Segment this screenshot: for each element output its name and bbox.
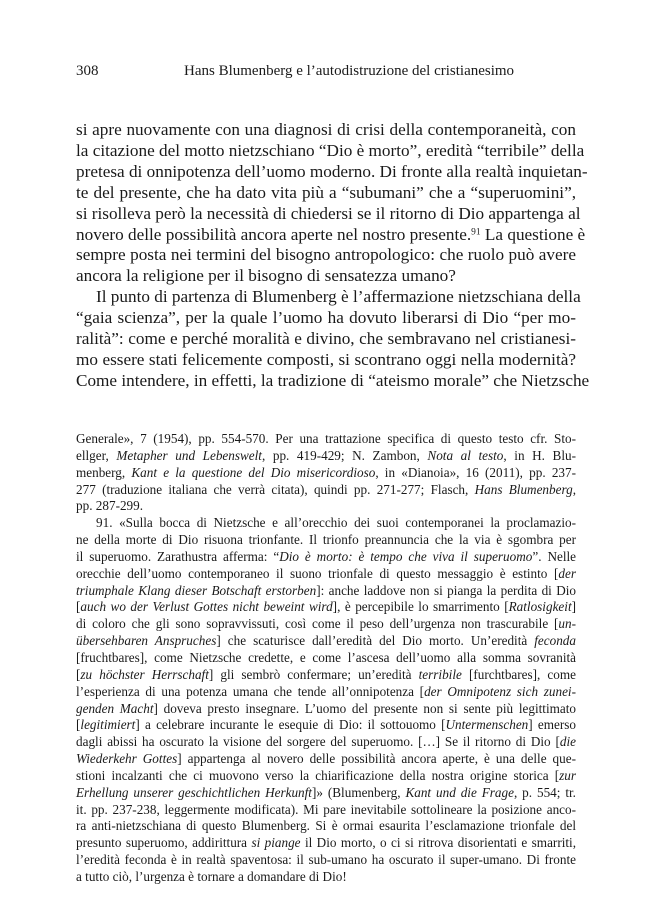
- body-line: la citazione del motto nietzschiano “Dio è morto”, eredità “terribile” della: [76, 140, 585, 160]
- note-text: , in H. Blu-: [503, 447, 577, 463]
- note-italic: terribile: [418, 666, 462, 682]
- note-text: il superuomo. Zarathustra afferma: “: [76, 548, 280, 564]
- note-italic: Wiederkehr Gottes: [76, 751, 178, 767]
- note-text: , pp. 419-429; N. Zambon,: [261, 447, 428, 463]
- note-text: l’esperienza di una potenza umana che tende all’onnipotenza [: [76, 683, 425, 699]
- body-line: ancora la religione per il bisogno di sensatezza umano?: [76, 266, 456, 286]
- note-italic: legitimiert: [80, 717, 136, 733]
- note-text: ] gli sembrò confermare; un’eredità: [208, 666, 419, 682]
- note-text: ] doveva presto insegnare. L’uomo del presente non si sente più legittimato: [153, 700, 576, 716]
- note-text: ] a celebrare incurante le esequie di Dio: il sottouomo [: [135, 717, 446, 733]
- note-line: a tutto ciò, l’urgenza è tornare a domandare di Dio!: [76, 868, 347, 884]
- note-line: [76, 583, 576, 600]
- note-line: [76, 768, 576, 785]
- note-italic: Kant und die Frage: [405, 784, 514, 800]
- note-italic: der Omnipotenz sich zunei-: [424, 683, 576, 699]
- note-italic: Erhellung unserer geschichtlichen Herkunft: [76, 784, 312, 800]
- note-line: 91. «Sulla bocca di Nietzsche e all’orecchio dei suoi contemporanei la proclamazio-: [96, 515, 576, 531]
- note-italic: zu höchster Herrschaft: [80, 666, 209, 682]
- body-line: si risolleva però la necessità di chiedersi se il ritorno di Dio appartenga al: [76, 203, 581, 223]
- note-text: dagli abissi ha oscurato la visione del sorgere del superuomo. […] Se il ritorno di Dio [: [76, 734, 560, 750]
- note-text: orecchie dell’uomo contemporaneo il suono trionfale di questo messaggio è estinto [: [76, 565, 559, 581]
- note-line: [76, 785, 576, 802]
- note-text: ]: [571, 599, 577, 615]
- note-line: [76, 482, 576, 499]
- page-number: 308: [76, 63, 99, 79]
- note-line: [fruchtbares], come Nietzsche credette, e come l’ascesa dell’uomo alla somma sovranità: [76, 649, 576, 665]
- note-line: ra anti-nietzschiana di questo Blumenberg. Si è ormai esaurita l’esclamazione trionfale del: [76, 818, 576, 834]
- note-italic: Nota al testo: [427, 447, 504, 463]
- footnote-ref: 91: [471, 226, 481, 237]
- note-italic: genden Macht: [76, 700, 154, 716]
- body-line: te del presente, che ha dato vita più a “subumani” che a “superuomini”,: [76, 182, 576, 202]
- note-line: [76, 465, 576, 482]
- note-text: ellger,: [76, 447, 117, 463]
- footnotes: [76, 431, 576, 886]
- note-line: ne della morte di Dio risuona trionfante. Il trionfo preannuncia che la via è sgombra per: [76, 532, 576, 548]
- body-line-text: novero delle possibilità ancora aperte nel nostro presente.: [76, 224, 472, 244]
- note-line: [76, 549, 576, 566]
- note-italic: feconda: [534, 633, 576, 649]
- body-line: “gaia scienza”, per la quale l’uomo ha dovuto liberarsi di Dio “per mo-: [76, 308, 576, 328]
- note-line: [76, 633, 576, 650]
- note-text: stioni incalzanti che ci muovono verso la chiarificazione della nostra origine storica [: [76, 767, 560, 783]
- note-italic: der: [558, 565, 576, 581]
- note-line: [76, 717, 576, 734]
- note-line: l’eredità feconda è in realtà spaventosa: il sub-umano ha oscurato il super-umano. Di fronte: [76, 852, 576, 868]
- note-line: [76, 751, 576, 768]
- body-line: [76, 224, 586, 246]
- note-text: 277 (traduzione italiana che verrà citata), quindi pp. 271-277; Flasch,: [76, 481, 475, 497]
- note-text: , p. 554; tr.: [513, 784, 576, 800]
- body-line: Il punto di partenza di Blumenberg è l’affermazione nietzschiana della: [96, 287, 581, 307]
- note-line: [76, 616, 576, 633]
- body-line: si apre nuovamente con una diagnosi di crisi della contemporaneità, con: [76, 120, 576, 139]
- body-line: Come intendere, in effetti, la tradizione di “ateismo morale” che Nietzsche: [76, 370, 590, 390]
- note-line: [76, 701, 576, 718]
- note-line: [76, 599, 576, 616]
- note-line: [76, 566, 576, 583]
- note-text: di coloro che gli sono sopravvissuti, così come il peso dell’urgenza non trascurabile [: [76, 616, 559, 632]
- body-line-text: La questione è: [480, 224, 586, 244]
- note-italic: zur: [559, 767, 576, 783]
- note-line: [76, 667, 576, 684]
- note-italic: Dio è morto: è tempo che viva il superuomo: [279, 548, 533, 564]
- note-line: Generale», 7 (1954), pp. 554-570. Per una trattazione specifica di questo testo cfr. Sto-: [76, 431, 576, 446]
- note-italic: Hans Blumenberg: [474, 481, 573, 497]
- note-text: il Dio morto, o ci si ritrova disorientati e smarriti,: [300, 835, 576, 851]
- note-text: ], è percepibile lo smarrimento [: [332, 599, 509, 615]
- note-line: [76, 734, 576, 751]
- note-text: ]» (Blumenberg,: [311, 784, 406, 800]
- note-italic: Metapher und Lebenswelt: [116, 447, 262, 463]
- body-line: sempre posta nei termini del bisogno antropologico: che ruolo può avere: [76, 245, 576, 265]
- note-text: [: [76, 599, 81, 615]
- note-text: ]: anche laddove non si pianga la perdita di Dio: [316, 582, 576, 598]
- running-title: Hans Blumenberg e l’autodistruzione del cristianesimo: [184, 63, 515, 79]
- note-line: it. pp. 237-238, leggermente modificata). Mi pare inevitabile sottolineare la posizione anco-: [76, 801, 576, 817]
- note-text: ] emerso: [528, 717, 576, 733]
- note-text: [: [76, 666, 81, 682]
- main-text: [76, 120, 590, 392]
- note-text: ”. Nelle: [532, 548, 576, 564]
- body-line: ralità”: come e perché moralità e divino, che sembravano nel cristianesi-: [76, 329, 576, 349]
- note-text: [: [76, 717, 81, 733]
- note-italic: übersehbaren Anspruches: [76, 633, 217, 649]
- note-text: ] che scaturisce dall’eredità del Dio morto. Un’eredità: [216, 633, 535, 649]
- note-text: ,: [572, 481, 576, 497]
- note-line: [76, 448, 576, 465]
- note-text: [furchtbares], come: [461, 666, 576, 682]
- note-italic: Untermenschen: [445, 717, 529, 733]
- body-line: pretesa di onnipotenza dell’uomo moderno. Di fronte alla realtà inquietan-: [76, 161, 588, 181]
- note-italic: auch wo der Verlust Gottes nicht beweint wird: [80, 599, 333, 615]
- note-italic: Ratlosigkeit: [508, 599, 572, 615]
- note-italic: Kant e la questione del Dio misericordioso: [131, 464, 376, 480]
- note-italic: si piange: [251, 835, 301, 851]
- note-italic: triumphale Klang dieser Botschaft erstorben: [76, 582, 317, 598]
- note-line: [76, 684, 576, 701]
- note-line: [76, 835, 576, 852]
- note-italic: un-: [558, 616, 576, 632]
- note-text: , in «Dianoia», 16 (2011), pp. 237-: [375, 464, 576, 480]
- note-text: menberg,: [76, 464, 132, 480]
- note-line: pp. 287-299.: [76, 498, 144, 514]
- note-italic: die: [559, 734, 576, 750]
- note-text: presunto superuomo, addirittura: [76, 835, 252, 851]
- note-text: ] appartenga al novero delle possibilità ancora aperte, è una delle que-: [177, 751, 576, 767]
- body-line: mo essere stati felicemente composti, si scontrano oggi nella modernità?: [76, 349, 576, 369]
